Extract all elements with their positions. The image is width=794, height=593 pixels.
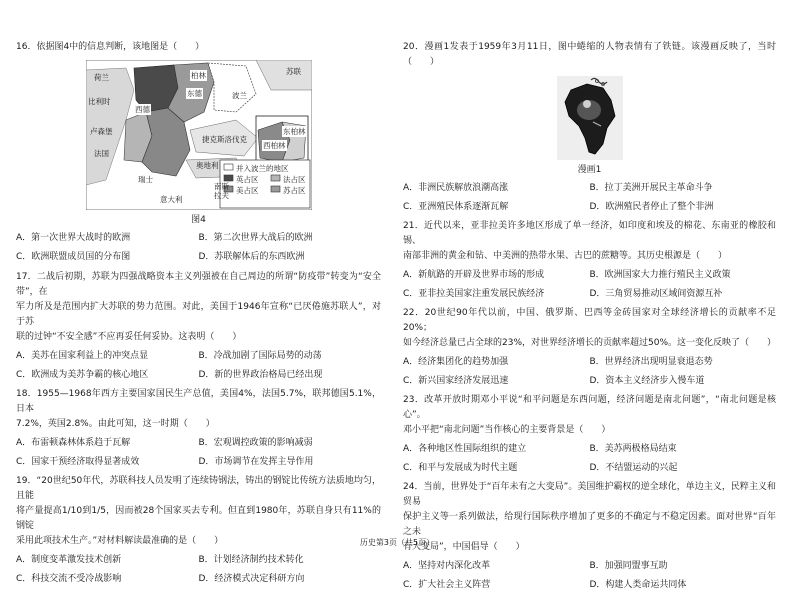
- question-21-options-row-2: [403, 287, 776, 302]
- question-22-line: 如今经济总量已占全球的23%，对世界经济增长的贡献率超过50%。这一变化反映了（ ）: [403, 338, 777, 348]
- question-22-option-d[interactable]: D．资本主义经济步入慢车道: [589, 376, 705, 386]
- question-22-options-row-1: [403, 355, 776, 370]
- cartoon-1-caption: 漫画1: [577, 165, 602, 175]
- question-16-options-row-2: [16, 250, 381, 265]
- figure-4-map: [86, 60, 312, 210]
- question-16-option-c[interactable]: C．欧洲联盟成员国的分布图: [16, 252, 131, 262]
- question-23-option-b[interactable]: B．美苏两极格局结束: [589, 444, 677, 454]
- cartoon-1-image: [557, 76, 623, 160]
- question-17-option-c[interactable]: C．欧洲成为美苏争霸的核心地区: [16, 370, 149, 380]
- question-22-option-b[interactable]: B．世界经济出现明显衰退态势: [589, 357, 713, 367]
- map-label-luxembourg: 卢森堡: [90, 127, 113, 136]
- map-label-austria: 奥地利: [196, 161, 219, 170]
- question-17-line: 17．二战后初期，苏联为四强战略资本主义列强被在自己周边的所谓“防疫带”转变为“安全带”，在: [16, 272, 381, 297]
- question-18-option-d[interactable]: D．市场调节在发挥主导作用: [198, 457, 314, 467]
- map-label-czechoslovakia: 捷克斯洛伐克: [202, 135, 247, 144]
- right-column: [403, 40, 776, 593]
- question-19-options-row-2: [16, 572, 381, 587]
- map-label-netherlands: 荷兰: [94, 73, 109, 82]
- question-16-option-b[interactable]: B．第二次世界大战后的欧洲: [198, 233, 313, 243]
- question-21-options-row-1: [403, 268, 776, 283]
- map-label-italy: 意大利: [160, 195, 183, 204]
- question-24-options-row-2: [403, 578, 776, 593]
- question-19-option-d[interactable]: D．经济模式决定科研方向: [198, 574, 305, 584]
- question-23-options-row-1: [403, 442, 776, 457]
- question-21-option-d[interactable]: D．三角贸易推动区域间资源互补: [589, 289, 723, 299]
- question-18-options-row-2: [16, 455, 381, 470]
- question-16-option-a[interactable]: A．第一次世界大战时的欧洲: [16, 233, 131, 243]
- question-16: [16, 40, 381, 265]
- map-label-poland: 波兰: [232, 91, 247, 100]
- map-label-east-germany: 东德: [187, 89, 202, 98]
- question-23-option-a[interactable]: A．各种地区性国际组织的建立: [403, 444, 527, 454]
- question-22-options-row-2: [403, 374, 776, 389]
- legend-british-zone: 英占区: [236, 175, 259, 184]
- question-19-line: 将产量提高1/10到1/5，因而被28个国家买去专利。但直到1980年，苏联自身只有11%的钢锭: [16, 506, 381, 531]
- question-21-option-a[interactable]: A．新航路的开辟及世界市场的形成: [403, 270, 545, 280]
- question-20-stem: 20．漫画1发表于1959年3月11日，图中蜷缩的人物表情有了铁链。该漫画反映了，当时（ ）: [403, 42, 776, 67]
- legend-soviet-zone: 苏占区: [283, 186, 306, 195]
- question-17-option-d[interactable]: D．新的世界政治格局已经出现: [198, 370, 323, 380]
- map-label-berlin: 柏林: [191, 71, 206, 80]
- question-22-line: 22．20世纪90年代以前，中国、俄罗斯、巴西等金砖国家对全球经济增长的贡献率不足20%；: [403, 308, 776, 333]
- question-23: [403, 393, 776, 476]
- map-label-france: 法国: [94, 149, 109, 158]
- left-column: [16, 40, 381, 587]
- question-18-options-row-1: [16, 436, 381, 451]
- question-18-option-b[interactable]: B．宏观调控政策的影响减弱: [198, 438, 313, 448]
- question-24-option-d[interactable]: D．构建人类命运共同体: [589, 580, 687, 590]
- question-17-options-row-2: [16, 368, 381, 383]
- question-16-stem: 16．依据图4中的信息判断，该地图是（ ）: [16, 42, 205, 52]
- question-19-options-row-1: [16, 553, 381, 568]
- question-22: [403, 306, 776, 389]
- question-20: [403, 40, 776, 215]
- europe-map-svg: [86, 60, 312, 210]
- legend-annexed-poland: 并入波兰的地区: [236, 164, 289, 173]
- question-20-option-a[interactable]: A．非洲民族解放浪潮高涨: [403, 183, 509, 193]
- question-20-options-row-2: [403, 200, 776, 215]
- question-17-options-row-1: [16, 349, 381, 364]
- question-17-option-a[interactable]: A．美苏在国家利益上的冲突点显: [16, 351, 149, 361]
- question-21-option-b[interactable]: B．欧洲国家大力推行殖民主义政策: [589, 270, 731, 280]
- question-21: [403, 219, 776, 302]
- question-19-line: 19．“20世纪50年代，苏联科技人员发明了连续铸钢法，铸出的钢锭比传统方法质地均匀，且能: [16, 476, 381, 501]
- question-20-option-b[interactable]: B．拉丁美洲开展民主革命斗争: [589, 183, 713, 193]
- question-23-line: 邓小平把“南北问题”当作核心的主要背景是（ ）: [403, 425, 611, 435]
- page-footer: 历史第3页（共5页）: [359, 538, 435, 547]
- question-22-option-c[interactable]: C．新兴国家经济发展迅速: [403, 376, 509, 386]
- question-18-option-a[interactable]: A．布雷顿森林体系趋于瓦解: [16, 438, 131, 448]
- question-24-option-c[interactable]: C．扩大社会主义阵营: [403, 580, 491, 590]
- question-18: [16, 387, 381, 470]
- map-label-switzerland: 瑞士: [138, 175, 153, 184]
- question-24-line: 24．当前，世界处于“百年未有之大变局”。美国维护霸权的逆全球化，单边主义，民粹主义和贸易: [403, 482, 776, 507]
- question-17-line: 军力所及是范围内扩大苏联的势力范围。对此，美国于1946年宣称“已厌倦施苏联人”，对于苏: [16, 302, 381, 327]
- question-24-line: 保护主义等一系列做法，给现行国际秩序增加了更多的不确定与不稳定因素。面对世界“百年之未: [403, 512, 776, 537]
- question-19-option-a[interactable]: A．制度变革激发技术创新: [16, 555, 122, 565]
- legend-american-zone: 美占区: [236, 186, 259, 195]
- map-label-west-germany: 西德: [135, 105, 150, 114]
- question-18-option-c[interactable]: C．国家干预经济取得显著成效: [16, 457, 140, 467]
- question-22-option-a[interactable]: A．经济集团化的趋势加强: [403, 357, 509, 367]
- question-16-options-row-1: [16, 231, 381, 246]
- question-18-line: 7.2%，英国2.8%。由此可知，这一时期（ ）: [16, 419, 215, 429]
- question-24-options-row-1: [403, 559, 776, 574]
- question-19-option-c[interactable]: C．科技交流不受冷战影响: [16, 574, 122, 584]
- question-20-options-row-1: [403, 181, 776, 196]
- question-24-option-b[interactable]: B．加强同盟事互助: [589, 561, 668, 571]
- question-19-line: 采用此项技术生产。”对材料解读最准确的是（ ）: [16, 536, 224, 546]
- question-20-option-c[interactable]: C．亚洲殖民体系逐渐瓦解: [403, 202, 509, 212]
- question-23-line: 23．改革开放时期邓小平说“和平问题是东西问题，经济问题是南北问题”，“南北问题是核心”。: [403, 395, 776, 420]
- question-19: [16, 474, 381, 587]
- map-label-east-berlin: 东柏林: [283, 127, 306, 136]
- question-21-option-c[interactable]: C．亚非拉美国家注重发展民族经济: [403, 289, 545, 299]
- question-23-option-d[interactable]: D．不结盟运动的兴起: [589, 463, 678, 473]
- map-label-soviet-union: 苏联: [286, 67, 301, 76]
- question-23-options-row-2: [403, 461, 776, 476]
- question-17-option-b[interactable]: B．冷战加剧了国际局势的动荡: [198, 351, 322, 361]
- legend-french-zone: 法占区: [283, 175, 306, 184]
- question-24-line: 有大变局”，中国倡导（ ）: [403, 542, 525, 552]
- question-21-line: 21．近代以来，亚非拉美许多地区形成了单一经济，如印度和埃及的棉花、东南亚的橡胶和锡、: [403, 221, 776, 246]
- map-label-west-berlin: 西柏林: [263, 141, 286, 150]
- map-label-belgium: 比利时: [88, 97, 111, 106]
- question-19-option-b[interactable]: B．计划经济制约技术转化: [198, 555, 304, 565]
- question-23-option-c[interactable]: C．和平与发展成为时代主题: [403, 463, 518, 473]
- question-18-line: 18．1955—1968年西方主要国家国民生产总值，美国4%，法国5.7%，联邦德国5.1%，日本: [16, 389, 381, 414]
- question-17: [16, 270, 381, 383]
- question-20-option-d[interactable]: D．欧洲殖民者停止了整个非洲: [589, 202, 714, 212]
- question-16-option-d[interactable]: D．苏联解体后的东西欧洲: [198, 252, 305, 262]
- cartoon-africa-svg: [557, 76, 623, 160]
- question-17-line: 联的过钟“不安全感”不应再妥任何妥协。这表明（ ）: [16, 332, 242, 342]
- question-24-option-a[interactable]: A．坚持对内深化改革: [403, 561, 491, 571]
- figure-4-caption: 图4: [191, 215, 206, 225]
- map-label-yugoslavia: 南斯拉夫: [214, 182, 229, 200]
- question-21-line: 南部非洲的黄金和钻、中美洲的热带水果、古巴的蔗糖等。其历史根源是（ ）: [403, 251, 728, 261]
